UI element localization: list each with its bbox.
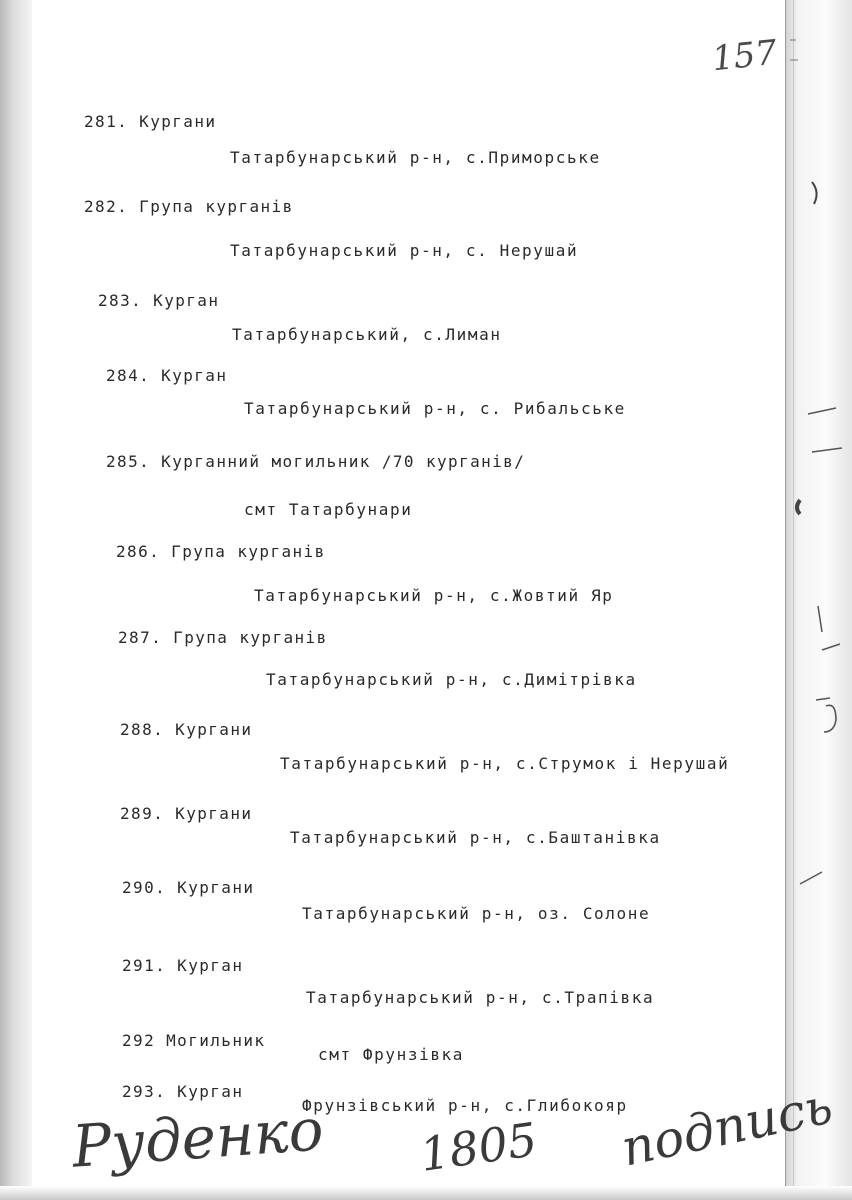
entry-title: 284. Курган (106, 366, 228, 385)
entry-title: 288. Кургани (120, 720, 253, 739)
entry-title: 287. Група курганів (118, 628, 328, 647)
handwritten-signature: подпись (616, 1076, 838, 1178)
entry-title: 281. Кургани (84, 112, 217, 131)
entry-location: Татарбунарський р-н, оз. Солоне (302, 904, 651, 923)
entry-title: 285. Курганний могильник /70 курганів/ (106, 452, 526, 471)
entry-title: 291. Курган (122, 956, 244, 975)
entry-location: Татарбунарський р-н, с.Димітрівка (266, 670, 637, 689)
entry-location: Татарбунарський р-н, с.Баштанівка (290, 828, 661, 847)
entry-title: 290. Кургани (122, 878, 255, 897)
handwritten-number: 1805 (416, 1112, 541, 1182)
entry-location: Татарбунарський р-н, с.Жовтий Яр (254, 586, 614, 605)
entry-location: Татарбунарський р-н, с.Струмок і Нерушай (280, 754, 730, 773)
scan-bottom-edge (0, 1186, 852, 1200)
entry-title: 292 Могильник (122, 1031, 266, 1050)
entry-location: Татарбунарський р-н, с.Трапівка (306, 988, 655, 1007)
entry-location: Татарбунарський р-н, с.Приморське (230, 148, 601, 167)
entry-title: 289. Кургани (120, 804, 253, 823)
entry-location: Татарбунарський р-н, с. Нерушай (230, 241, 579, 260)
entry-title: 286. Група курганів (116, 542, 326, 561)
entry-location: смт Татарбунари (244, 500, 413, 519)
entry-title: 282. Група курганів (84, 197, 294, 216)
entry-location: Татарбунарський р-н, с. Рибальське (244, 399, 626, 418)
page-number: 157 (710, 32, 779, 80)
entry-location: смт Фрунзівка (318, 1045, 465, 1064)
handwritten-signature: Руденко (69, 1095, 326, 1181)
entry-location: Фрунзівський р-н, с.Глибокояр (302, 1096, 628, 1115)
entry-title: 293. Курган (122, 1082, 244, 1101)
entry-title: 283. Курган (98, 291, 220, 310)
entry-location: Татарбунарський, с.Лиман (232, 325, 502, 344)
